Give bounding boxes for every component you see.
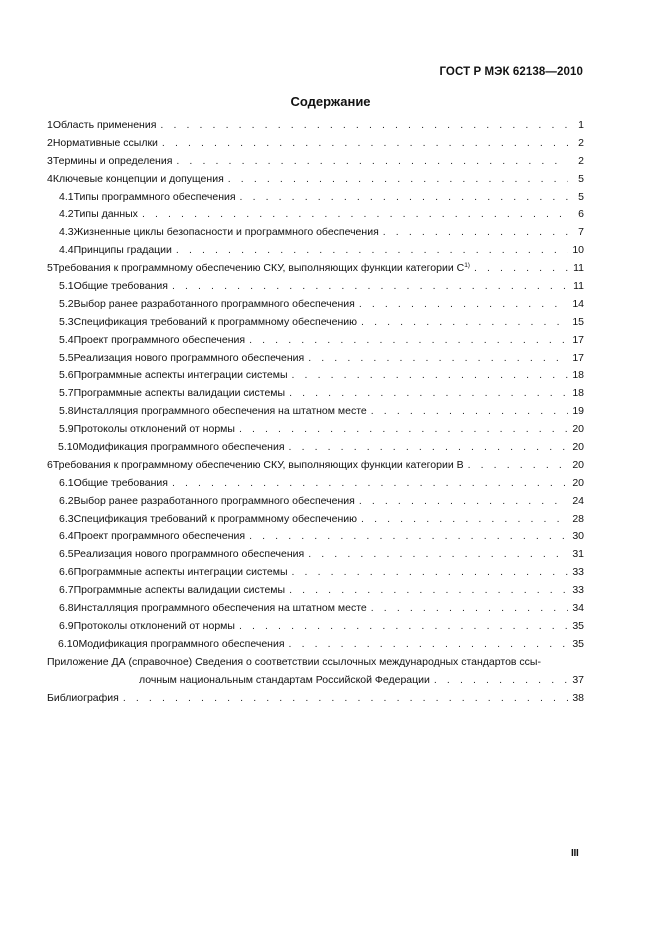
toc-label: Термины и определения [52, 154, 173, 167]
toc-num: 6.1 [59, 476, 74, 489]
page-title: Содержание [290, 94, 371, 109]
toc-label: Модификация программного обеспечения [78, 637, 285, 650]
toc-page: 20 [572, 458, 584, 471]
toc-entry-bibliography[interactable] [47, 692, 584, 710]
toc-num: 6.3 [59, 512, 74, 525]
toc-num: 4.2 [59, 208, 74, 221]
toc-num: 6.5 [59, 548, 74, 561]
toc-label [53, 262, 470, 274]
toc-label: Общие требования [73, 280, 168, 293]
toc-entry-4-4[interactable] [47, 244, 584, 262]
toc-page: 10 [572, 244, 584, 257]
toc-label-text: Требования к программному обеспечению СКУ, выполняющих функции категории С [52, 262, 465, 275]
toc-page: 38 [572, 691, 584, 704]
toc-entry-5-4[interactable] [47, 334, 584, 352]
toc-entry-5-3[interactable] [47, 316, 584, 334]
toc-num: 6.4 [59, 530, 74, 543]
toc-label: Программные аспекты валидации системы [73, 387, 286, 400]
bibliography-label: Библиография [47, 691, 119, 704]
table-of-contents [47, 119, 584, 709]
toc-page: 31 [572, 548, 584, 561]
toc-label: Инсталляция программного обеспечения на штатном месте [73, 405, 367, 418]
toc-num: 5.2 [59, 297, 74, 310]
toc-num: 6.8 [59, 602, 74, 615]
toc-num: 5.9 [59, 423, 74, 436]
leader-dots [361, 316, 568, 328]
toc-page: 37 [572, 673, 584, 686]
toc-page: 20 [572, 476, 584, 489]
toc-num: 5.6 [59, 369, 74, 382]
toc-num: 5.8 [59, 405, 74, 418]
toc-page: 35 [572, 637, 584, 650]
toc-label: Протоколы отклонений от нормы [73, 619, 235, 632]
toc-num: 5.5 [59, 351, 74, 364]
toc-entry-5-8[interactable] [47, 405, 584, 423]
toc-label: Протоколы отклонений от нормы [73, 423, 235, 436]
leader-dots [359, 495, 568, 507]
leader-dots [176, 155, 568, 167]
toc-entry-6-5[interactable] [47, 548, 584, 566]
toc-entry-5[interactable] [47, 262, 584, 280]
toc-page: 17 [572, 333, 584, 346]
toc-page: 19 [572, 405, 584, 418]
leader-dots [172, 477, 568, 489]
toc-entry-6-6[interactable] [47, 566, 584, 584]
toc-entry-5-5[interactable] [47, 352, 584, 370]
leader-dots [371, 602, 568, 614]
toc-num: 5 [47, 262, 53, 275]
annex-label: Приложение ДА (справочное) Сведения о соответствии ссылочных международных стандартов ссы- [47, 655, 541, 668]
toc-num: 4 [47, 172, 53, 185]
toc-page: 28 [572, 512, 584, 525]
leader-dots [176, 244, 568, 256]
toc-page: 20 [572, 441, 584, 454]
toc-entry-4-1[interactable] [47, 191, 584, 209]
toc-num: 5.1 [59, 280, 74, 293]
leader-dots [474, 262, 568, 274]
toc-label: Типы программного обеспечения [73, 190, 236, 203]
toc-entry-6-4[interactable] [47, 530, 584, 548]
toc-entry-5-10[interactable] [47, 441, 584, 459]
leader-dots [434, 674, 568, 686]
toc-label: Ключевые концепции и допущения [52, 172, 224, 185]
toc-num: 2 [47, 136, 53, 149]
toc-num: 5.7 [59, 387, 74, 400]
toc-label: Спецификация требований к программному обеспечению [73, 315, 358, 328]
leader-dots [172, 280, 568, 292]
toc-num: 4.3 [59, 226, 74, 239]
toc-label: Жизненные циклы безопасности и программного обеспечения [73, 226, 379, 239]
toc-label: Требования к программному обеспечению СКУ, выполняющих функции категории В [52, 458, 464, 471]
leader-dots [289, 387, 568, 399]
toc-entry-5-2[interactable] [47, 298, 584, 316]
toc-label: Область применения [52, 119, 157, 131]
leader-dots [228, 173, 568, 185]
toc-entry-6[interactable] [47, 459, 584, 477]
toc-entry-6-10[interactable] [47, 638, 584, 656]
toc-num: 1 [47, 119, 53, 131]
leader-dots [371, 405, 568, 417]
toc-num: 6 [47, 458, 53, 471]
toc-page: 18 [572, 369, 584, 382]
toc-page: 11 [573, 262, 584, 275]
toc-entry-5-7[interactable] [47, 387, 584, 405]
leader-dots [123, 692, 568, 704]
toc-entry-4-2[interactable] [47, 208, 584, 226]
toc-page: 24 [572, 494, 584, 507]
toc-entry-6-9[interactable] [47, 620, 584, 638]
toc-page: 6 [578, 208, 584, 221]
toc-entry-5-1[interactable] [47, 280, 584, 298]
toc-label: Программные аспекты валидации системы [73, 584, 286, 597]
leader-dots [239, 620, 568, 632]
toc-entry-4[interactable] [47, 173, 584, 191]
leader-dots [249, 334, 568, 346]
leader-dots [383, 226, 568, 238]
toc-page: 33 [572, 584, 584, 597]
toc-num: 3 [47, 154, 53, 167]
toc-page: 15 [572, 315, 584, 328]
toc-num: 4.4 [59, 244, 74, 257]
toc-entry-6-3[interactable] [47, 513, 584, 531]
toc-label: Общие требования [73, 476, 168, 489]
toc-entry-5-9[interactable] [47, 423, 584, 441]
leader-dots [162, 137, 568, 149]
toc-page: 35 [572, 619, 584, 632]
toc-page: 2 [578, 136, 584, 149]
toc-label: Выбор ранее разработанного программного обеспечения [73, 297, 355, 310]
toc-entry-6-8[interactable] [47, 602, 584, 620]
toc-page: 7 [578, 226, 584, 239]
leader-dots [308, 352, 568, 364]
toc-num: 4.1 [59, 190, 74, 203]
toc-label: Выбор ранее разработанного программного обеспечения [73, 494, 355, 507]
toc-label: Принципы градации [73, 244, 172, 257]
toc-page: 11 [573, 280, 584, 293]
toc-num: 6.2 [59, 494, 74, 507]
toc-entry-annex-line1[interactable] [47, 656, 584, 674]
toc-entry-6-2[interactable] [47, 495, 584, 513]
toc-page: 1 [578, 119, 584, 131]
toc-label: Нормативные ссылки [52, 136, 158, 149]
toc-entry-annex-line2[interactable] [47, 674, 584, 692]
leader-dots [289, 638, 568, 650]
toc-page: 33 [572, 566, 584, 579]
doc-code: ГОСТ Р МЭК 62138—2010 [439, 66, 583, 78]
leader-dots [239, 423, 568, 435]
toc-page: 5 [578, 190, 584, 203]
leader-dots [308, 548, 568, 560]
toc-num: 5.3 [59, 315, 74, 328]
toc-page: 14 [572, 297, 584, 310]
toc-page: 2 [578, 154, 584, 167]
toc-label: Инсталляция программного обеспечения на штатном месте [73, 602, 367, 615]
toc-page: 5 [578, 172, 584, 185]
toc-label: Модификация программного обеспечения [78, 441, 285, 454]
leader-dots [359, 298, 568, 310]
leader-dots [289, 441, 568, 453]
toc-page: 17 [572, 351, 584, 364]
toc-page: 30 [572, 530, 584, 543]
toc-label: Типы данных [73, 208, 138, 221]
leader-dots [240, 191, 568, 203]
toc-entry-6-7[interactable] [47, 584, 584, 602]
toc-label: Реализация нового программного обеспечения [73, 548, 305, 561]
toc-page: 18 [572, 387, 584, 400]
annex-label-cont: лочным национальным стандартам Российской Федерации [139, 673, 430, 686]
leader-dots [292, 369, 568, 381]
toc-num: 6.10 [58, 637, 79, 650]
toc-label: Программные аспекты интеграции системы [73, 566, 288, 579]
toc-label: Спецификация требований к программному обеспечению [73, 512, 358, 525]
leader-dots [361, 513, 568, 525]
toc-entry-1[interactable] [47, 119, 584, 137]
toc-num: 6.6 [59, 566, 74, 579]
leader-dots [292, 566, 568, 578]
footnote-marker: 1) [464, 262, 470, 270]
toc-label: Программные аспекты интеграции системы [73, 369, 288, 382]
page-folio: III [571, 848, 579, 859]
leader-dots [289, 584, 568, 596]
toc-entry-5-6[interactable] [47, 369, 584, 387]
toc-label: Проект программного обеспечения [73, 530, 246, 543]
toc-num: 6.7 [59, 584, 74, 597]
toc-page: 34 [572, 602, 584, 615]
leader-dots [249, 530, 568, 542]
toc-entry-2[interactable] [47, 137, 584, 155]
toc-entry-3[interactable] [47, 155, 584, 173]
toc-num: 5.10 [58, 441, 79, 454]
toc-entry-4-3[interactable] [47, 226, 584, 244]
toc-num: 5.4 [59, 333, 74, 346]
toc-label: Реализация нового программного обеспечения [73, 351, 305, 364]
leader-dots [160, 119, 568, 131]
toc-entry-6-1[interactable] [47, 477, 584, 495]
leader-dots [468, 459, 568, 471]
toc-label: Проект программного обеспечения [73, 333, 246, 346]
toc-page: 20 [572, 423, 584, 436]
leader-dots [142, 208, 568, 220]
toc-num: 6.9 [59, 619, 74, 632]
